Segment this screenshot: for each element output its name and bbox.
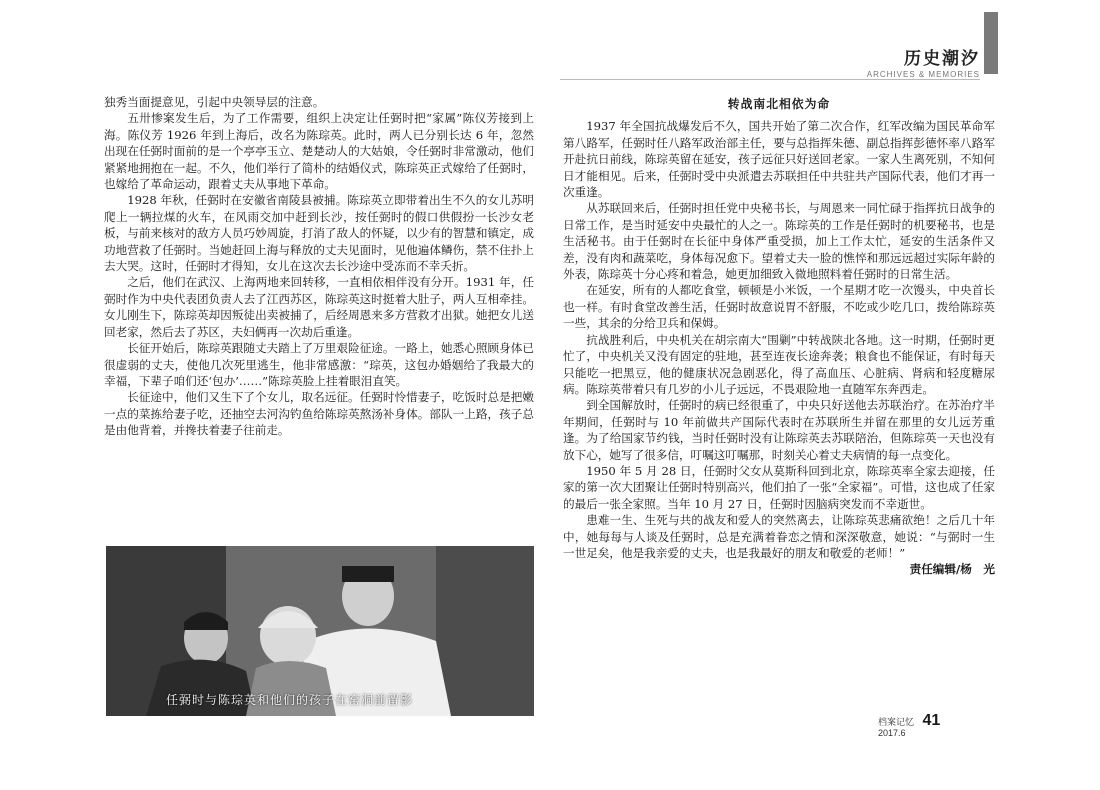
paragraph: 1950 年 5 月 28 日，任弼时父女从莫斯科回到北京，陈琮英率全家去迎接，任家的第一次大团聚让任弼时特别高兴，他们拍了一张“全家福”。可惜，这也成了任家的最后一张全家照。当年 10 月 27 日，任弼时因脑病突发而不幸逝世。 <box>563 463 995 511</box>
page-edge-bar <box>984 12 998 74</box>
section-subtitle: ARCHIVES & MEMORIES <box>866 70 980 79</box>
paragraph: 患难一生、生死与共的战友和爱人的突然离去，让陈琮英悲痛欲绝！之后几十年中，她每每与人谈及任弼时，总是充满着眷恋之情和深深敬意，她说：“与弼时一生一世足矣，他是我亲爱的丈夫，也是我最好的朋友和敬爱的老师！” <box>563 513 995 560</box>
header-rule <box>560 79 980 80</box>
magazine-name: 档案记忆 <box>878 717 915 727</box>
right-column <box>563 94 995 706</box>
left-column <box>104 94 534 534</box>
paragraph: 1937 年全国抗战爆发后不久，国共开始了第二次合作，红军改编为国民革命军第八路军，任弼时任八路军政治部主任，要与总指挥朱德、副总指挥彭德怀率八路军开赴抗日前线，陈琮英留在延安，孩子远征只好送回老家。一家人生离死别，不知何日才能相见。后来，任弼时受中央派遣去苏联担任中共驻共产国际代表，他们才再一次重逢。 <box>563 119 995 200</box>
section-title: 历史潮汐 <box>904 49 980 69</box>
paragraph: 五卅惨案发生后，为了工作需要，组织上决定让任弼时把“家属”陈仪芳接到上海。陈仪芳 1926 年到上海后，改名为陈琮英。此时，两人已分别长达 6 年，忽然出现在任弼时面前的是一个亭亭玉立、楚楚动人的大姑娘，令任弼时非常激动，他们紧紧地拥抱在一起。不久，他们举行了简朴的结婚仪式，陈琮英正式嫁给了任弼时，也嫁给了革命运动，跟着丈夫从事地下革命。 <box>104 111 534 192</box>
paragraph: 独秀当面提意见，引起中央领导层的注意。 <box>104 95 325 109</box>
paragraph: 在延安，所有的人都吃食堂，顿顿是小米饭，一个星期才吃一次馒头，中央首长也一样。有时食堂改善生活，任弼时故意说胃不舒服，不吃或少吃几口，拨给陈琮英一些，其余的分给卫兵和保姆。 <box>563 283 995 331</box>
paragraph: 到全国解放时，任弼时的病已经很重了，中央只好送他去苏联治疗。在苏治疗半年期间，任弼时与 10 年前做共产国际代表时在苏联所生并留在那里的女儿远芳重逢。为了给国家节约钱，当时任弼时没有让陈琮英去苏联陪治，但陈琮英一天也没有放下心，她写了很多信，叮嘱这叮嘱那，时刻关心着丈夫病情的每一点变化。 <box>563 398 995 462</box>
paragraph: 长征途中，他们又生下了个女儿，取名远征。任弼时怜惜妻子，吃饭时总是把嫩一点的菜拣给妻子吃，还抽空去河沟钓鱼给陈琮英熬汤补身体。部队一上路，孩子总是由他背着，并搀扶着妻子往前走。 <box>104 390 534 438</box>
page-footer <box>878 712 998 738</box>
paragraph: 抗战胜利后，中央机关在胡宗南大“围剿”中转战陕北各地。这一时期，任弼时更忙了，中央机关又没有固定的驻地，甚至连夜长途奔袭；粮食也不能保证，有时每天只能吃一把黑豆，他的健康状况急剧恶化，得了高血压、心脏病、肾病和轻度糖尿病。陈琮英带着只有几岁的小儿子远远，不畏艰险地一直随军东奔西走。 <box>563 332 995 396</box>
issue-date: 2017.6 <box>878 728 906 738</box>
editor-credit: 责任编辑/杨 光 <box>909 562 995 577</box>
section-header <box>790 44 980 79</box>
paragraph: 之后，他们在武汉、上海两地来回转移，一直相依相伴没有分开。1931 年，任弼时作为中央代表团负责人去了江西苏区，陈琮英这时挺着大肚子，两人互相牵挂。女儿刚生下，陈琮英却因叛徒出卖被捕了，后经周恩来多方营救才出狱。她把女儿送回老家，然后去了苏区，夫妇俩再一次劫后重逢。 <box>104 275 534 339</box>
paragraph: 1928 年秋，任弼时在安徽省南陵县被捕。陈琮英立即带着出生不久的女儿苏明爬上一辆拉煤的火车，在风雨交加中赶到长沙，按任弼时的假口供假扮一长沙女老板，与前来核对的敌方人员巧妙周旋，打消了敌人的怀疑，以少有的智慧和镇定，成功地营救了任弼时。当她赶回上海与释放的丈夫见面时，见他遍体鳞伤，禁不住扑上去大哭。这时，任弼时才得知，女儿在这次去长沙途中受冻而不幸夭折。 <box>104 193 534 274</box>
page-number: 41 <box>922 712 941 729</box>
photo-caption: 任弼时与陈琮英和他们的孩子在窑洞前留影 <box>166 693 414 707</box>
paragraph: 长征开始后，陈琮英跟随丈夫踏上了万里艰险征途。一路上，她悉心照顾身体已很虚弱的丈夫，使他几次死里逃生，他非常感激：“琮英，这包办婚姻给了我最大的幸福，下辈子咱们还‘包办’……”陈琮英脸上挂着眼泪直笑。 <box>104 341 534 388</box>
family-photo <box>106 546 534 716</box>
paragraph: 从苏联回来后，任弼时担任党中央秘书长，与周恩来一同忙碌于指挥抗日战争的日常工作，是当时延安中央最忙的人之一。陈琮英的工作是任弼时的机要秘书，也是生活秘书。由于任弼时在长征中身体严重受损，加上工作太忙，延安的生活条件又差，没有肉和蔬菜吃，身体每况愈下。望着丈夫一脸的憔悴和那远远超过实际年龄的外表，陈琮英十分心疼和着急，她更加细致入微地照料着任弼时的日常生活。 <box>563 201 995 282</box>
subsection-heading: 转战南北相依为命 <box>727 97 831 111</box>
